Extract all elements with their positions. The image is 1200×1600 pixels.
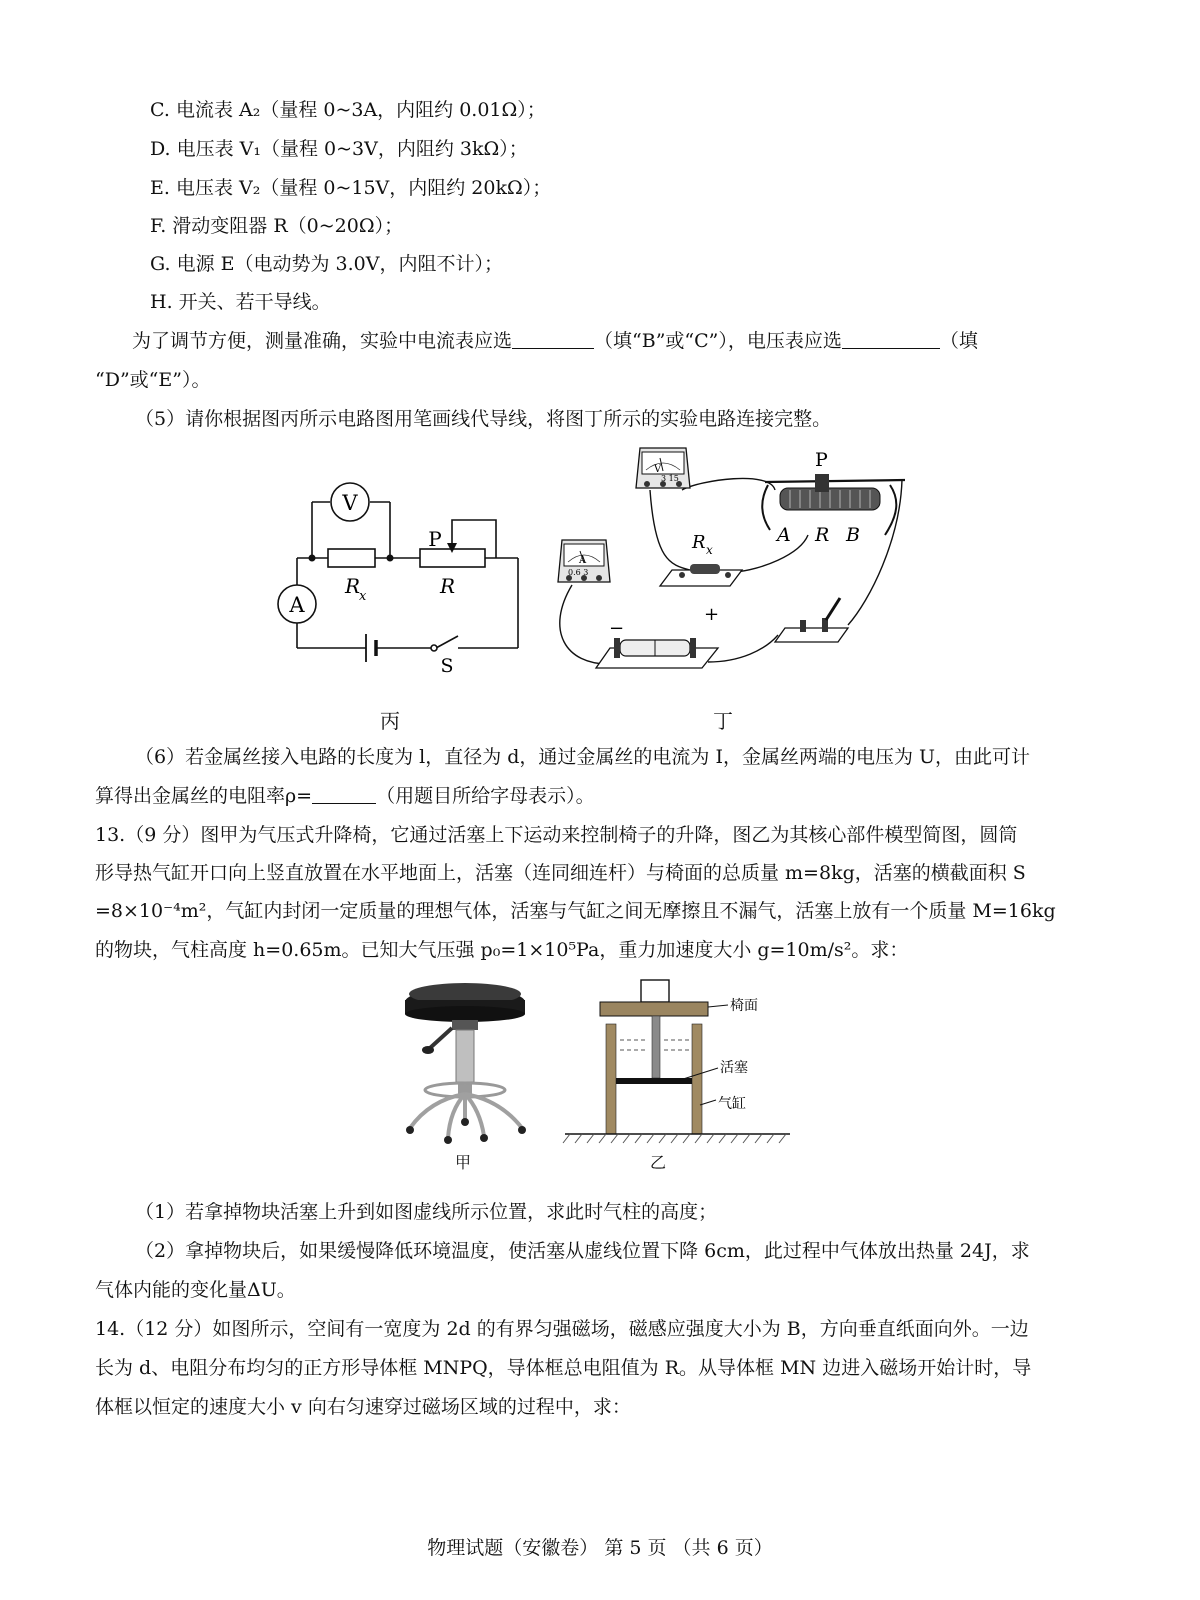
switch-contact bbox=[431, 645, 437, 651]
q13-sub2-cont: 气体内能的变化量ΔU。 bbox=[95, 1279, 296, 1301]
rheostat-slider-p: P bbox=[815, 449, 828, 471]
caption-yi: 乙 bbox=[650, 1153, 667, 1172]
option-d: D. 电压表 V₁（量程 0~3V，内阻约 3kΩ）； bbox=[150, 138, 528, 160]
rheostat-label-r: R bbox=[815, 524, 830, 546]
switch-label: S bbox=[440, 655, 454, 677]
answer-blank-ammeter[interactable] bbox=[512, 330, 594, 349]
q6-line1: （6）若金属丝接入电路的长度为 l，直径为 d，通过金属丝的电流为 I，金属丝两端的电压为 U，由此可计 bbox=[135, 746, 1031, 768]
q14-line2: 长为 d、电阻分布均匀的正方形导体框 MNPQ，导体框总电阻值为 R。从导体框 MN 边进入磁场开始计时，导 bbox=[95, 1357, 1032, 1379]
rheostat-device bbox=[762, 449, 905, 546]
caption-ding: 丁 bbox=[713, 709, 733, 733]
q13-line4: 的物块，气柱高度 h=0.65m。已知大气压强 p₀=1×10⁵Pa，重力加速度大小 g=10m/s²。求： bbox=[95, 939, 909, 961]
answer-blank-resistivity[interactable] bbox=[312, 785, 376, 804]
caption-bing: 丙 bbox=[380, 709, 400, 733]
ammeter-device-scale: 0.6 3 bbox=[568, 568, 589, 577]
option-g: G. 电源 E（电动势为 3.0V，内阻不计）； bbox=[150, 253, 503, 275]
cylinder-diagram bbox=[560, 975, 800, 1145]
ammeter-device-letter: A bbox=[579, 555, 587, 566]
q13-line2: 形导热气缸开口向上竖直放置在水平地面上，活塞（连同细连杆）与椅面的总质量 m=8kg，活塞的横截面积 S bbox=[95, 862, 1026, 884]
q6-line2: 算得出金属丝的电阻率ρ= （用题目所给字母表示）。 bbox=[95, 785, 595, 807]
q13-sub2: （2）拿掉物块后，如果缓慢降低环境温度，使活塞从虚线位置下降 6cm，此过程中气体放出热量 24J，求 bbox=[135, 1240, 1030, 1262]
switch-device bbox=[775, 598, 848, 642]
q5-text: （5）请你根据图丙所示电路图用笔画线代导线，将图丁所示的实验电路连接完整。 bbox=[135, 408, 832, 430]
slider-label-p: P bbox=[428, 527, 442, 551]
voltmeter-label: V bbox=[342, 491, 358, 515]
battery-device bbox=[596, 604, 719, 668]
battery-minus: − bbox=[609, 618, 625, 639]
voltmeter-device bbox=[636, 448, 690, 488]
stool-illustration bbox=[395, 978, 535, 1148]
rx-label: R bbox=[345, 574, 361, 598]
q14-line3: 体框以恒定的速度大小 v 向右匀速穿过磁场区域的过程中，求： bbox=[95, 1396, 631, 1418]
option-c: C. 电流表 A₂（量程 0~3A，内阻约 0.01Ω）； bbox=[150, 99, 546, 121]
circuit-illustration-ding bbox=[540, 440, 920, 690]
option-e: E. 电压表 V₂（量程 0~15V，内阻约 20kΩ）； bbox=[150, 177, 552, 199]
answer-blank-voltmeter[interactable] bbox=[842, 330, 940, 349]
rx-device bbox=[660, 532, 742, 586]
ammeter-label: A bbox=[289, 593, 305, 617]
label-cylinder: 气缸 bbox=[718, 1096, 746, 1112]
q4-line2: “D”或“E”）。 bbox=[95, 369, 211, 391]
ammeter-device bbox=[558, 540, 610, 582]
resistor-rx bbox=[328, 549, 375, 567]
rx-device-label: R bbox=[692, 532, 706, 553]
seat-plate bbox=[600, 1002, 708, 1016]
rheostat-terminal-b: B bbox=[846, 524, 860, 546]
r-label: R bbox=[440, 574, 456, 598]
label-piston: 活塞 bbox=[720, 1060, 748, 1076]
q13-line1: 13.（9 分）图甲为气压式升降椅，它通过活塞上下运动来控制椅子的升降，图乙为其核心部件模型简图，圆筒 bbox=[95, 824, 1018, 846]
q4-line1: 为了调节方便，测量准确，实验中电流表应选 （填“B”或“C”），电压表应选 （填 bbox=[132, 330, 978, 352]
rheostat-terminal-a: A bbox=[777, 524, 791, 546]
q13-sub1: （1）若拿掉物块活塞上升到如图虚线所示位置，求此时气柱的高度； bbox=[135, 1201, 718, 1223]
caption-jia: 甲 bbox=[455, 1153, 472, 1172]
page-footer: 物理试题（安徽卷） 第 5 页 （共 6 页） bbox=[427, 1537, 773, 1559]
voltmeter-device-letter: V bbox=[654, 464, 662, 475]
rx-subscript: x bbox=[359, 589, 367, 604]
battery-plus: + bbox=[704, 604, 720, 625]
option-f: F. 滑动变阻器 R（0~20Ω）； bbox=[150, 215, 404, 237]
voltmeter-device-scale: 3 15 bbox=[661, 474, 679, 483]
q13-line3: =8×10⁻⁴m²，气缸内封闭一定质量的理想气体，活塞与气缸之间无摩擦且不漏气，活塞上放有一个质量 M=16kg bbox=[95, 900, 1056, 922]
rx-device-subscript: x bbox=[706, 543, 713, 557]
piston bbox=[616, 1078, 692, 1084]
label-seat: 椅面 bbox=[730, 998, 758, 1014]
option-h: H. 开关、若干导线。 bbox=[150, 291, 331, 313]
circuit-diagram-bing bbox=[270, 470, 540, 685]
q14-line1: 14.（12 分）如图所示，空间有一宽度为 2d 的有界匀强磁场，磁感应强度大小为 B，方向垂直纸面向外。一边 bbox=[95, 1318, 1029, 1340]
block-on-seat bbox=[641, 980, 669, 1002]
